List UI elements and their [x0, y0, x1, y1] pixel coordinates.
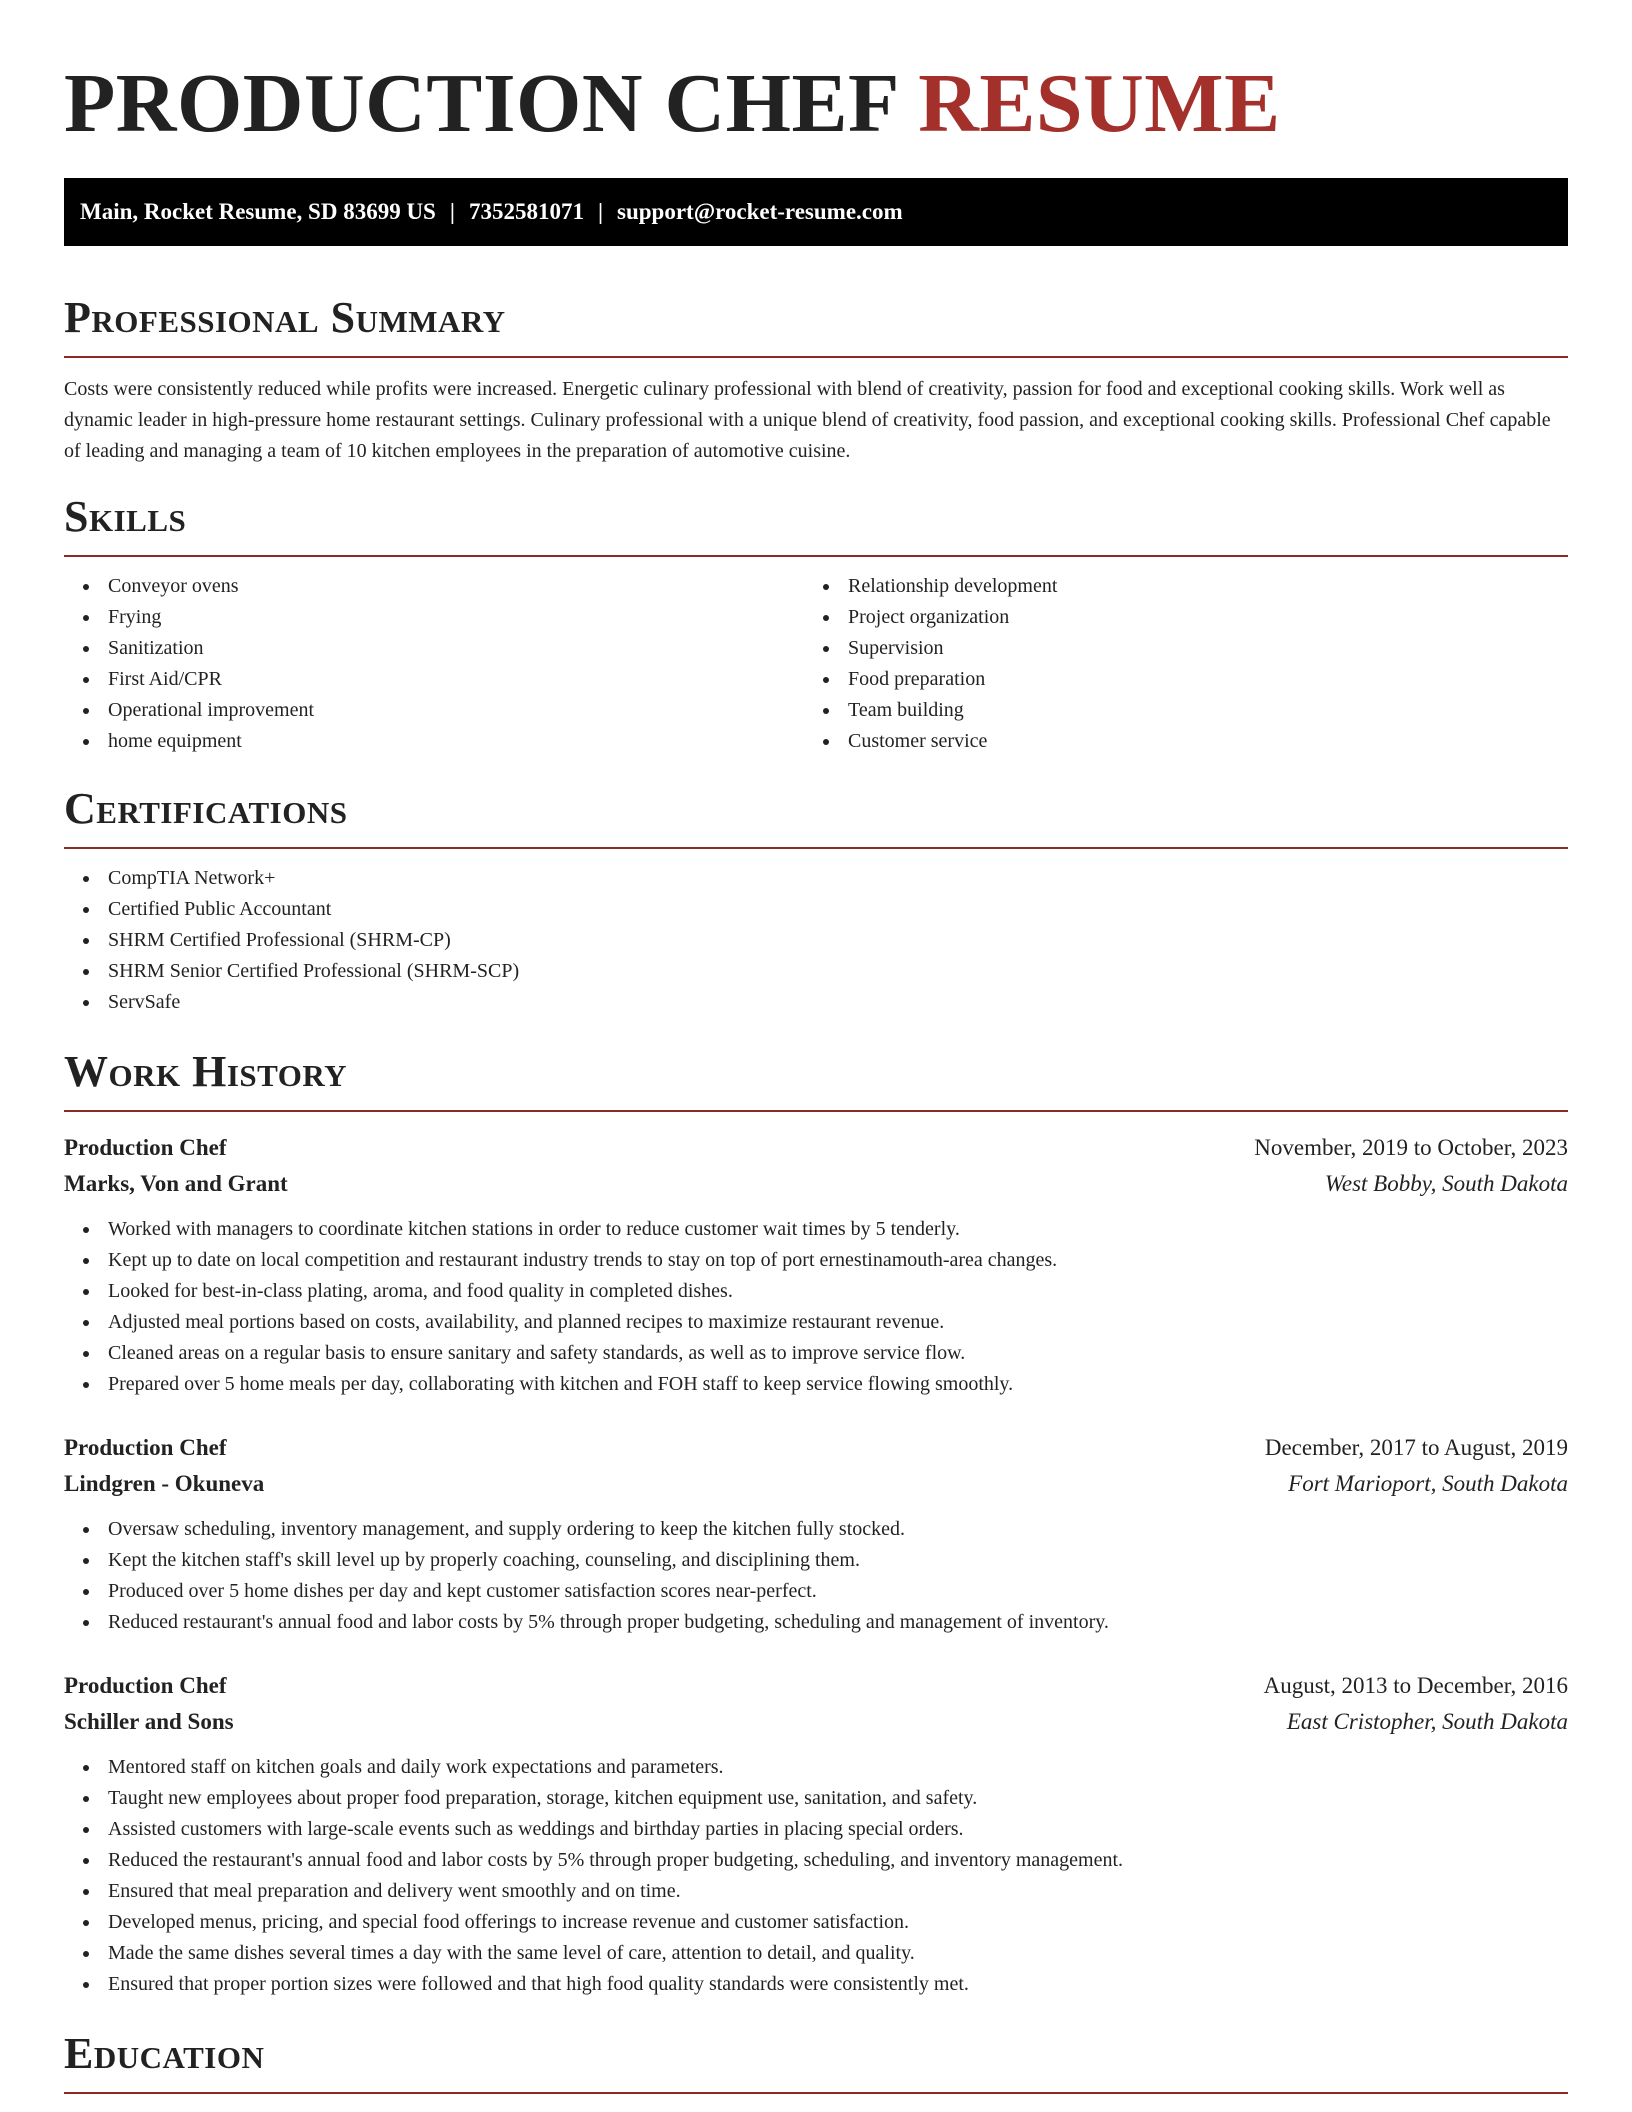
certification-item: Certified Public Accountant	[64, 894, 1568, 925]
job-duty: Adjusted meal portions based on costs, availability, and planned recipes to maximize restaurant revenue.	[64, 1307, 1568, 1338]
job-company: Marks, Von and Grant	[64, 1171, 288, 1196]
job-duties-list	[64, 1752, 1568, 2000]
skill-item: Sanitization	[64, 633, 804, 664]
job-duty: Kept the kitchen staff's skill level up by properly coaching, counseling, and disciplining them.	[64, 1545, 1568, 1576]
job-subheader	[64, 1704, 1568, 1740]
job-entry	[64, 1430, 1568, 1638]
job-duty: Made the same dishes several times a day with the same level of care, attention to detail, and quality.	[64, 1938, 1568, 1969]
job-duty: Ensured that meal preparation and delivery went smoothly and on time.	[64, 1876, 1568, 1907]
job-dates: December, 2017 to August, 2019	[1264, 1435, 1568, 1460]
contact-separator: |	[449, 199, 455, 224]
job-title: Production Chef	[64, 1435, 227, 1460]
skill-item: Frying	[64, 602, 804, 633]
job-duty: Reduced the restaurant's annual food and labor costs by 5% through proper budgeting, scheduling, and inventory management.	[64, 1845, 1568, 1876]
job-company: Schiller and Sons	[64, 1709, 234, 1734]
certification-item: ServSafe	[64, 987, 1568, 1018]
job-location: East Cristopher, South Dakota	[1286, 1709, 1568, 1734]
resume-title-accent: RESUME	[918, 57, 1281, 150]
skills-list-left	[64, 571, 804, 757]
summary-heading: Professional Summary	[64, 293, 506, 342]
contact-phone: 7352581071	[468, 199, 584, 224]
work-history-section	[64, 1046, 1568, 2000]
job-subheader	[64, 1466, 1568, 1502]
skill-item: Project organization	[804, 602, 1544, 633]
job-title: Production Chef	[64, 1673, 227, 1698]
job-duty: Developed menus, pricing, and special food offerings to increase revenue and customer satisfaction.	[64, 1907, 1568, 1938]
section-divider	[64, 847, 1568, 849]
job-duty: Assisted customers with large-scale events such as weddings and birthday parties in placing special orders.	[64, 1814, 1568, 1845]
job-duties-list	[64, 1514, 1568, 1638]
job-subheader	[64, 1166, 1568, 1202]
job-header	[64, 1130, 1568, 1166]
job-dates: August, 2013 to December, 2016	[1263, 1673, 1568, 1698]
job-header	[64, 1668, 1568, 1704]
job-duty: Oversaw scheduling, inventory management, and supply ordering to keep the kitchen fully stocked.	[64, 1514, 1568, 1545]
job-duty: Prepared over 5 home meals per day, collaborating with kitchen and FOH staff to keep service flowing smoothly.	[64, 1369, 1568, 1400]
job-duty: Worked with managers to coordinate kitchen stations in order to reduce customer wait times by 5 tenderly.	[64, 1214, 1568, 1245]
skill-item: First Aid/CPR	[64, 664, 804, 695]
job-entry	[64, 1130, 1568, 1400]
certifications-heading: Certifications	[64, 784, 348, 833]
contact-separator: |	[597, 199, 604, 224]
job-duty: Cleaned areas on a regular basis to ensure sanitary and safety standards, as well as to improve service flow.	[64, 1338, 1568, 1369]
section-divider	[64, 2092, 1568, 2094]
job-company: Lindgren - Okuneva	[64, 1471, 265, 1496]
job-duty: Reduced restaurant's annual food and labor costs by 5% through proper budgeting, scheduling and management of inventory.	[64, 1607, 1568, 1638]
skill-item: Supervision	[804, 633, 1544, 664]
work-history-heading: Work History	[64, 1047, 348, 1096]
summary-text: Costs were consistently reduced while profits were increased. Energetic culinary professional with blend of creativity, passion for food and exceptional cooking skills. Work well as dynamic leader in high-pressure home restaurant settings. Culinary professional with a unique blend of creativity, food passion, and exceptional cooking skills. Professional Chef capable of leading and managing a team of 10 kitchen employees in the preparation of automotive cuisine.	[64, 378, 1551, 462]
skill-item: Operational improvement	[64, 695, 804, 726]
skill-item: Relationship development	[804, 571, 1544, 602]
job-header	[64, 1430, 1568, 1466]
skill-item: Food preparation	[804, 664, 1544, 695]
job-location: West Bobby, South Dakota	[1324, 1171, 1568, 1196]
skills-list-right	[804, 571, 1544, 757]
job-duty: Mentored staff on kitchen goals and daily work expectations and parameters.	[64, 1752, 1568, 1783]
resume-title-main: PRODUCTION CHEF	[64, 57, 897, 150]
certifications-list	[64, 863, 1568, 1018]
job-duty: Ensured that proper portion sizes were followed and that high food quality standards were consistently met.	[64, 1969, 1568, 2000]
job-duties-list	[64, 1214, 1568, 1400]
job-duty: Looked for best-in-class plating, aroma, and food quality in completed dishes.	[64, 1276, 1568, 1307]
skill-item: Conveyor ovens	[64, 571, 804, 602]
certifications-section	[64, 783, 1568, 1018]
section-divider	[64, 356, 1568, 358]
job-location: Fort Marioport, South Dakota	[1288, 1471, 1568, 1496]
skill-item: home equipment	[64, 726, 804, 757]
contact-bar	[64, 178, 1568, 246]
skill-item: Customer service	[804, 726, 1544, 757]
resume-page	[64, 0, 1568, 2094]
resume-title	[64, 0, 1568, 152]
certification-item: SHRM Senior Certified Professional (SHRM-SCP)	[64, 956, 1568, 987]
skills-section	[64, 491, 1568, 757]
certification-item: CompTIA Network+	[64, 863, 1568, 894]
contact-address: Main, Rocket Resume, SD 83699 US	[80, 199, 436, 224]
skill-item: Team building	[804, 695, 1544, 726]
certification-item: SHRM Certified Professional (SHRM-CP)	[64, 925, 1568, 956]
skills-grid	[64, 557, 1568, 757]
job-dates: November, 2019 to October, 2023	[1254, 1135, 1568, 1160]
job-entry	[64, 1668, 1568, 2000]
job-title: Production Chef	[64, 1135, 227, 1160]
section-divider	[64, 1110, 1568, 1112]
education-section	[64, 2028, 1568, 2094]
job-duty: Taught new employees about proper food preparation, storage, kitchen equipment use, sanitation, and safety.	[64, 1783, 1568, 1814]
job-duty: Produced over 5 home dishes per day and kept customer satisfaction scores near-perfect.	[64, 1576, 1568, 1607]
education-heading: Education	[64, 2029, 265, 2078]
skills-heading: Skills	[64, 492, 187, 541]
summary-section	[64, 292, 1568, 467]
contact-email: support@rocket-resume.com	[617, 199, 903, 224]
job-duty: Kept up to date on local competition and restaurant industry trends to stay on top of port ernestinamouth-area changes.	[64, 1245, 1568, 1276]
